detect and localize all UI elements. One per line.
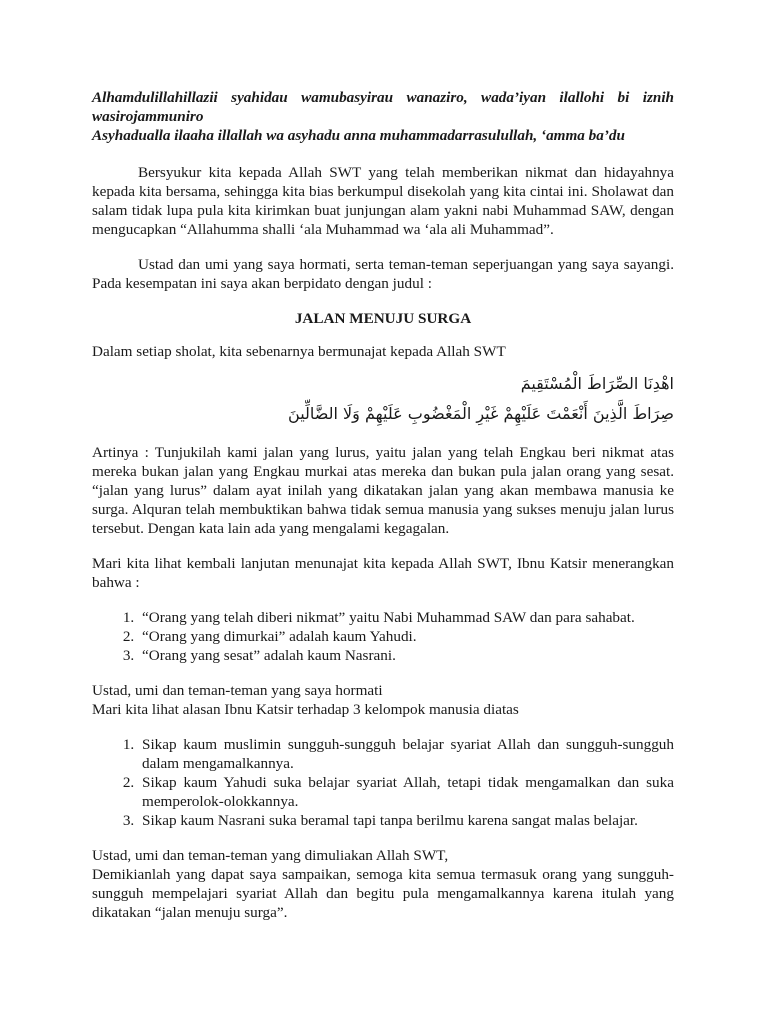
list-item: 3. “Orang yang sesat” adalah kaum Nasrani. [138, 646, 674, 665]
sholat-line: Dalam setiap sholat, kita sebenarnya bermunajat kepada Allah SWT [92, 343, 506, 360]
arabic-verse-1: اهْدِنَا الصِّرَاطَ الْمُسْتَقِيمَ [520, 374, 674, 393]
groups-list [92, 608, 674, 665]
closing-block [92, 846, 674, 922]
closing-line-1: Ustad, umi dan teman-teman yang dimuliakan Allah SWT, [92, 847, 449, 864]
list-item: 2. Sikap kaum Yahudi suka belajar syariat Allah, tetapi tidak mengamalkan dan suka memperolok-olokkannya. [138, 773, 674, 811]
opening-greeting [92, 88, 674, 145]
closing-line-2: Demikianlah yang dapat saya sampaikan, semoga kita semua termasuk orang yang sungguh-sungguh mempelajari syariat Allah dan begitu pula mengamalkannya karena itulah yang dikatakan “jalan menuju surga”. [92, 866, 674, 921]
document-page [92, 88, 674, 922]
reasons-list [92, 735, 674, 830]
alasan-block [92, 681, 674, 719]
list-item: 3. Sikap kaum Nasrani suka beramal tapi tanpa berilmu karena sangat malas belajar. [138, 811, 674, 830]
list-item: 1. Sikap kaum muslimin sungguh-sungguh belajar syariat Allah dan sungguh-sungguh dalam mengamalkannya. [138, 735, 674, 773]
alasan-line-2: Mari kita lihat alasan Ibnu Katsir terhadap 3 kelompok manusia diatas [92, 701, 519, 718]
list-item: 1. “Orang yang telah diberi nikmat” yaitu Nabi Muhammad SAW dan para sahabat. [138, 608, 674, 627]
opening-line-2: Asyhadualla ilaaha illallah wa asyhadu anna muhammadarrasulullah, ‘amma ba’du [92, 127, 625, 144]
artinya-paragraph: Artinya : Tunjukilah kami jalan yang lurus, yaitu jalan yang telah Engkau beri nikmat atas mereka bukan jalan yang Engkau murkai atas mereka dan bukan pula jalan orang yang sesat. “jalan yang lurus” dalam ayat inilah yang dikatakan jalan yang akan membawa manusia ke surga. Alquran telah membuktikan bahwa tidak semua manusia yang sukses menuju jalan lurus tersebut. Dengan kata lain ada yang mengalami kegagalan. [92, 444, 674, 537]
speech-title: JALAN MENUJU SURGA [294, 310, 472, 327]
opening-line-1: Alhamdulillahillazii syahidau wamubasyirau wanaziro, wada’iyan ilallohi bi iznih wasirojammuniro [92, 89, 674, 125]
ibnu-katsir-intro: Mari kita lihat kembali lanjutan menunajat kita kepada Allah SWT, Ibnu Katsir menerangkan bahwa : [92, 555, 674, 591]
intro-paragraph-1: Bersyukur kita kepada Allah SWT yang telah memberikan nikmat dan hidayahnya kepada kita bersama, sehingga kita bias berkumpul disekolah yang kita cintai ini. Sholawat dan salam tidak lupa pula kita kirimkan buat junjungan alam yakni nabi Muhammad SAW, dengan mengucapkan “Allahumma shalli ‘ala Muhammad wa ‘ala ali Muhammad”. [92, 164, 674, 238]
intro-paragraph-2: Ustad dan umi yang saya hormati, serta teman-teman seperjuangan yang saya sayangi. Pada kesempatan ini saya akan berpidato dengan judul : [92, 256, 674, 292]
list-item: 2. “Orang yang dimurkai” adalah kaum Yahudi. [138, 627, 674, 646]
arabic-verse-2: صِرَاطَ الَّذِينَ أَنْعَمْتَ عَلَيْهِمْ غَيْرِ الْمَغْضُوبِ عَلَيْهِمْ وَلَا الضَّالِّينَ [288, 404, 674, 423]
alasan-line-1: Ustad, umi dan teman-teman yang saya hormati [92, 682, 383, 699]
